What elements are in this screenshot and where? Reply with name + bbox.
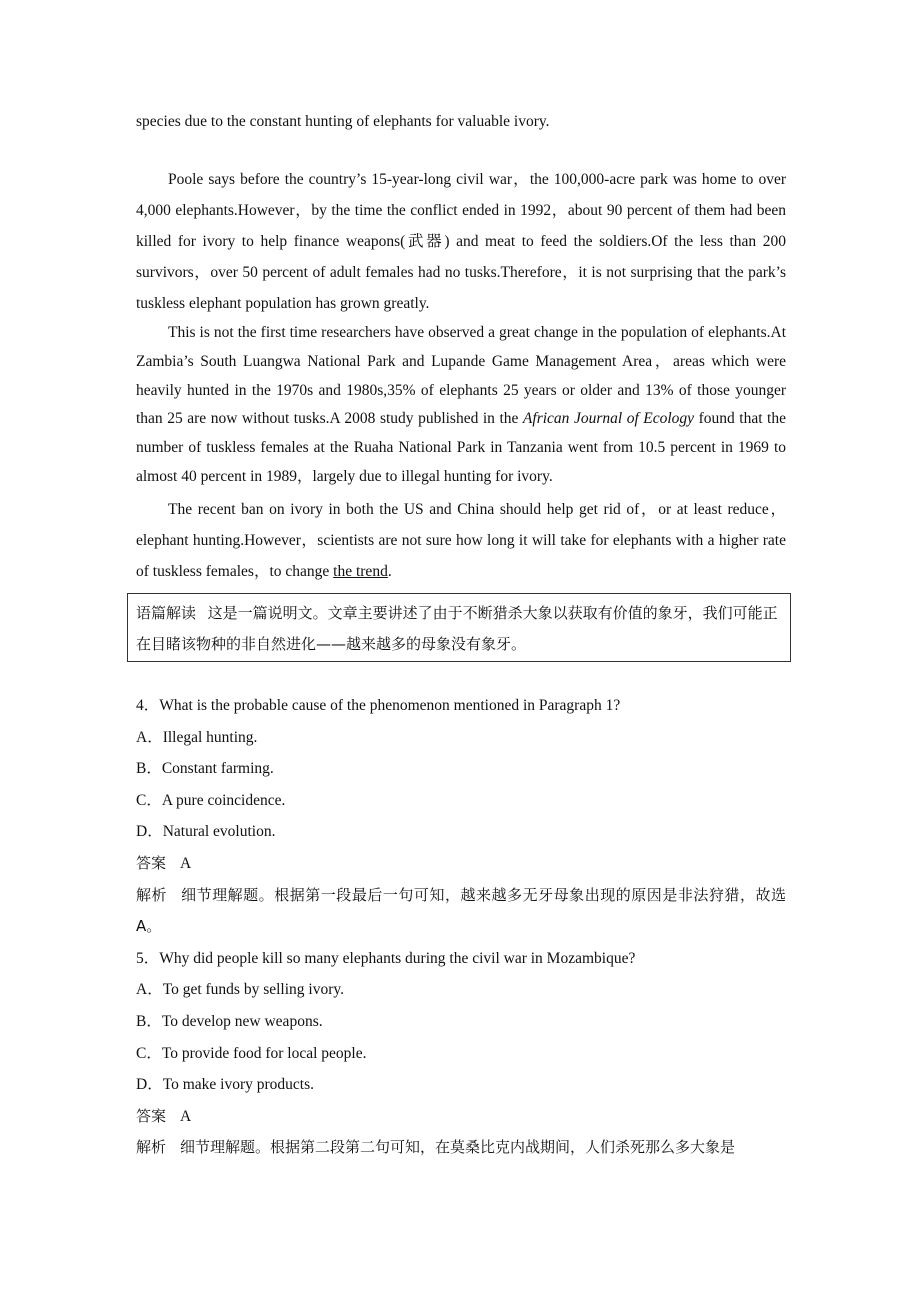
explanation-label: 解析 xyxy=(136,1138,167,1157)
paragraph-4 xyxy=(136,494,786,587)
paragraph-4-end: . xyxy=(387,562,392,580)
answer-value: A xyxy=(180,1107,192,1125)
paragraph-3-text-b: found that the number of tuskless females at the Ruaha National Park in Tanzania went from 10.5 percent in 1969 to almost 40 percent in 1989，largely due to illegal hunting for ivory. xyxy=(136,410,786,485)
underlined-phrase: the trend xyxy=(333,562,388,580)
journal-title: African Journal of Ecology xyxy=(522,410,695,428)
option-d: D．Natural evolution. xyxy=(136,823,276,841)
explanation xyxy=(136,1132,786,1164)
option-b: B．To develop new weapons. xyxy=(136,1012,323,1030)
summary-text: 这是一篇说明文。文章主要讲述了由于不断猎杀大象以获取有价值的象牙，我们可能正在目睹该物种的非自然进化——越来越多的母象没有象牙。 xyxy=(136,604,778,653)
paragraph-2: Poole says before the country’s 15-year-long civil war，the 100,000-acre park was home to over 4,000 elephants.However，by the time the conflict ended in 1992，about 90 percent of them had been killed for ivory to help finance weapons(武器) and meat to feed the soldiers.Of the less than 200 survivors，over 50 percent of adult females had no tusks.Therefore，it is not surprising that the park’s tuskless elephant population has grown greatly. xyxy=(136,171,786,312)
option-a: A．To get funds by selling ivory. xyxy=(136,981,345,999)
paragraph-4-text: The recent ban on ivory in both the US and China should help get rid of，or at least reduce，elephant hunting.However，scientists are not sure how long it will take for elephants with a higher rate of tuskless females，to change xyxy=(136,500,786,580)
question-5: 5．Why did people kill so many elephants during the civil war in Mozambique? xyxy=(136,949,636,967)
option-a: A．Illegal hunting. xyxy=(136,728,258,746)
option-d: D．To make ivory products. xyxy=(136,1076,314,1094)
option-c: C．A pure coincidence. xyxy=(136,791,286,809)
option-b: B．Constant farming. xyxy=(136,760,274,778)
explanation-label: 解析 xyxy=(136,885,168,904)
answer-value: A xyxy=(180,854,192,872)
paragraph-3 xyxy=(136,319,786,492)
option-c: C．To provide food for local people. xyxy=(136,1044,367,1062)
question-block xyxy=(136,690,786,943)
explanation xyxy=(136,880,786,943)
summary-label: 语篇解读 xyxy=(136,604,197,622)
explanation-text: 细节理解题。根据第一段最后一句可知，越来越多无牙母象出现的原因是非法狩猎，故选 A。 xyxy=(136,885,786,936)
question-4: 4．What is the probable cause of the phenomenon mentioned in Paragraph 1? xyxy=(136,697,621,714)
answer-line xyxy=(136,1101,786,1133)
questions-section xyxy=(136,690,786,1164)
summary-box xyxy=(127,593,791,662)
paragraph-3-text-a: This is not the first time researchers have observed a great change in the population of elephants.At Zambia’s South Luangwa National Park and Lupande Game Management Area，areas which were heavily hunted in the 1970s and 1980s,35% of elephants 25 years or older and 13% of those younger than 25 are now without tusks.A 2008 study published in the xyxy=(136,324,786,428)
answer-label: 答案 xyxy=(136,853,167,872)
question-block xyxy=(136,943,786,1164)
answer-label: 答案 xyxy=(136,1106,167,1125)
passage xyxy=(136,108,786,587)
explanation-text: 细节理解题。根据第二段第二句可知，在莫桑比克内战期间，人们杀死那么多大象是 xyxy=(180,1138,736,1157)
passage-intro-line: species due to the constant hunting of elephants for valuable ivory. xyxy=(136,113,550,130)
answer-line xyxy=(136,848,786,880)
